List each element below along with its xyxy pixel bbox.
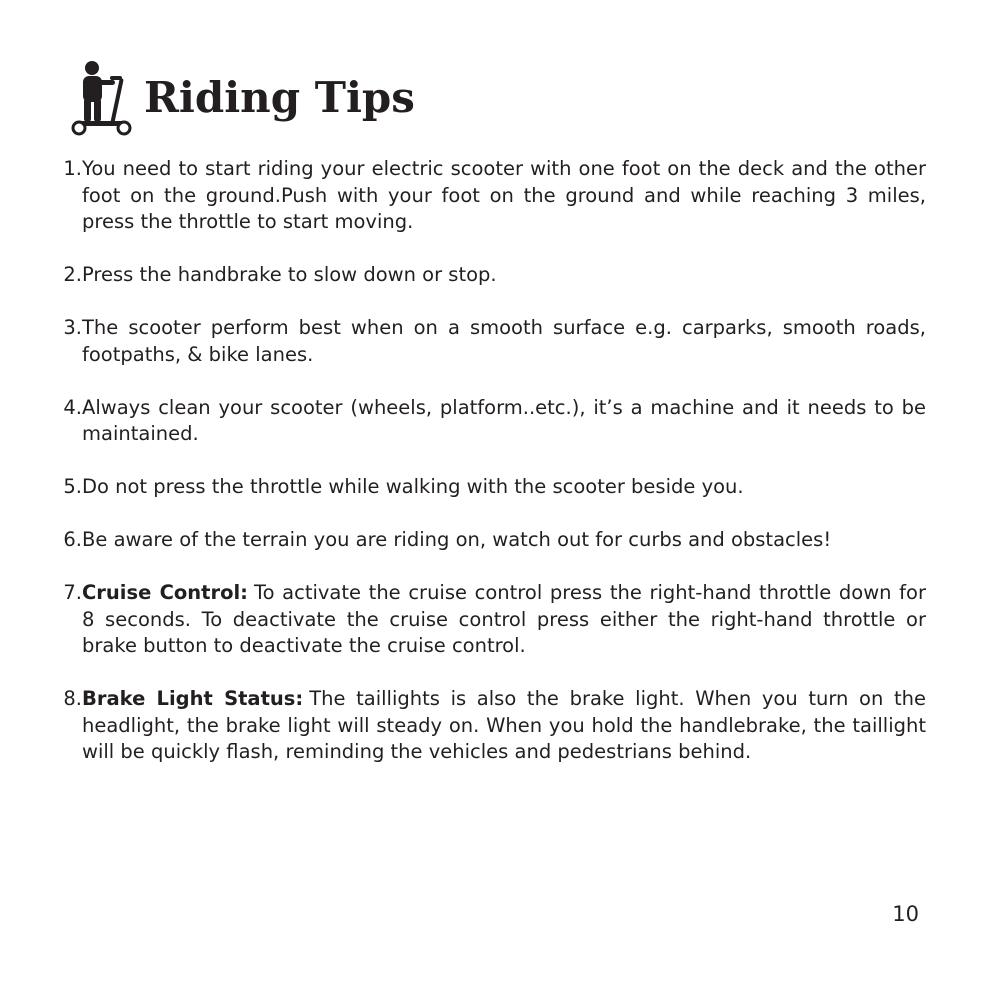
item-number: 3.	[63, 316, 82, 339]
item-text: Brake Light Status: The taillights is also the brake light. When you turn on the headlight, the brake light will steady on. When you hold the handlebrake, the taillight will be quickly flash, reminding the vehicles and pedestrians behind.	[82, 687, 926, 763]
item-number: 7.	[63, 581, 82, 604]
list-item	[56, 315, 926, 368]
item-text: Press the handbrake to slow down or stop.	[82, 263, 497, 286]
page-number: 10	[892, 902, 919, 926]
list-item	[56, 395, 926, 448]
list-item	[56, 580, 926, 660]
item-number: 5.	[63, 475, 82, 498]
item-number: 1.	[63, 157, 82, 180]
item-text: The scooter perform best when on a smooth surface e.g. carparks, smooth roads, footpaths, & bike lanes.	[82, 316, 926, 366]
item-text: Cruise Control: To activate the cruise control press the right-hand throttle down for 8 seconds. To deactivate the cruise control press either the right-hand throttle or brake button to deactivate the cruise control.	[82, 581, 926, 657]
list-item	[56, 156, 926, 236]
item-lead: Brake Light Status:	[82, 687, 304, 710]
item-number: 4.	[63, 395, 82, 419]
item-number: 2.	[63, 263, 82, 286]
item-lead: Cruise Control:	[82, 581, 248, 604]
scooter-rider-icon	[70, 60, 134, 136]
riding-tips-list	[56, 156, 926, 792]
item-text: You need to start riding your electric scooter with one foot on the deck and the other foot on the ground.Push with your foot on the ground and while reaching 3 miles, press the throttle to start moving.	[82, 157, 926, 233]
item-text: Be aware of the terrain you are riding on, watch out for curbs and obstacles!	[82, 528, 832, 551]
list-item	[56, 686, 926, 766]
item-text: Always clean your scooter (wheels, platform..etc.), it’s a machine and it needs to be maintained.	[82, 395, 926, 445]
list-item	[56, 527, 926, 554]
list-item	[56, 262, 926, 289]
page-header	[70, 58, 415, 138]
item-number: 8.	[63, 687, 82, 710]
page-title: Riding Tips	[144, 73, 415, 122]
item-text: Do not press the throttle while walking with the scooter beside you.	[82, 475, 744, 498]
item-number: 6.	[63, 528, 82, 551]
list-item	[56, 474, 926, 501]
